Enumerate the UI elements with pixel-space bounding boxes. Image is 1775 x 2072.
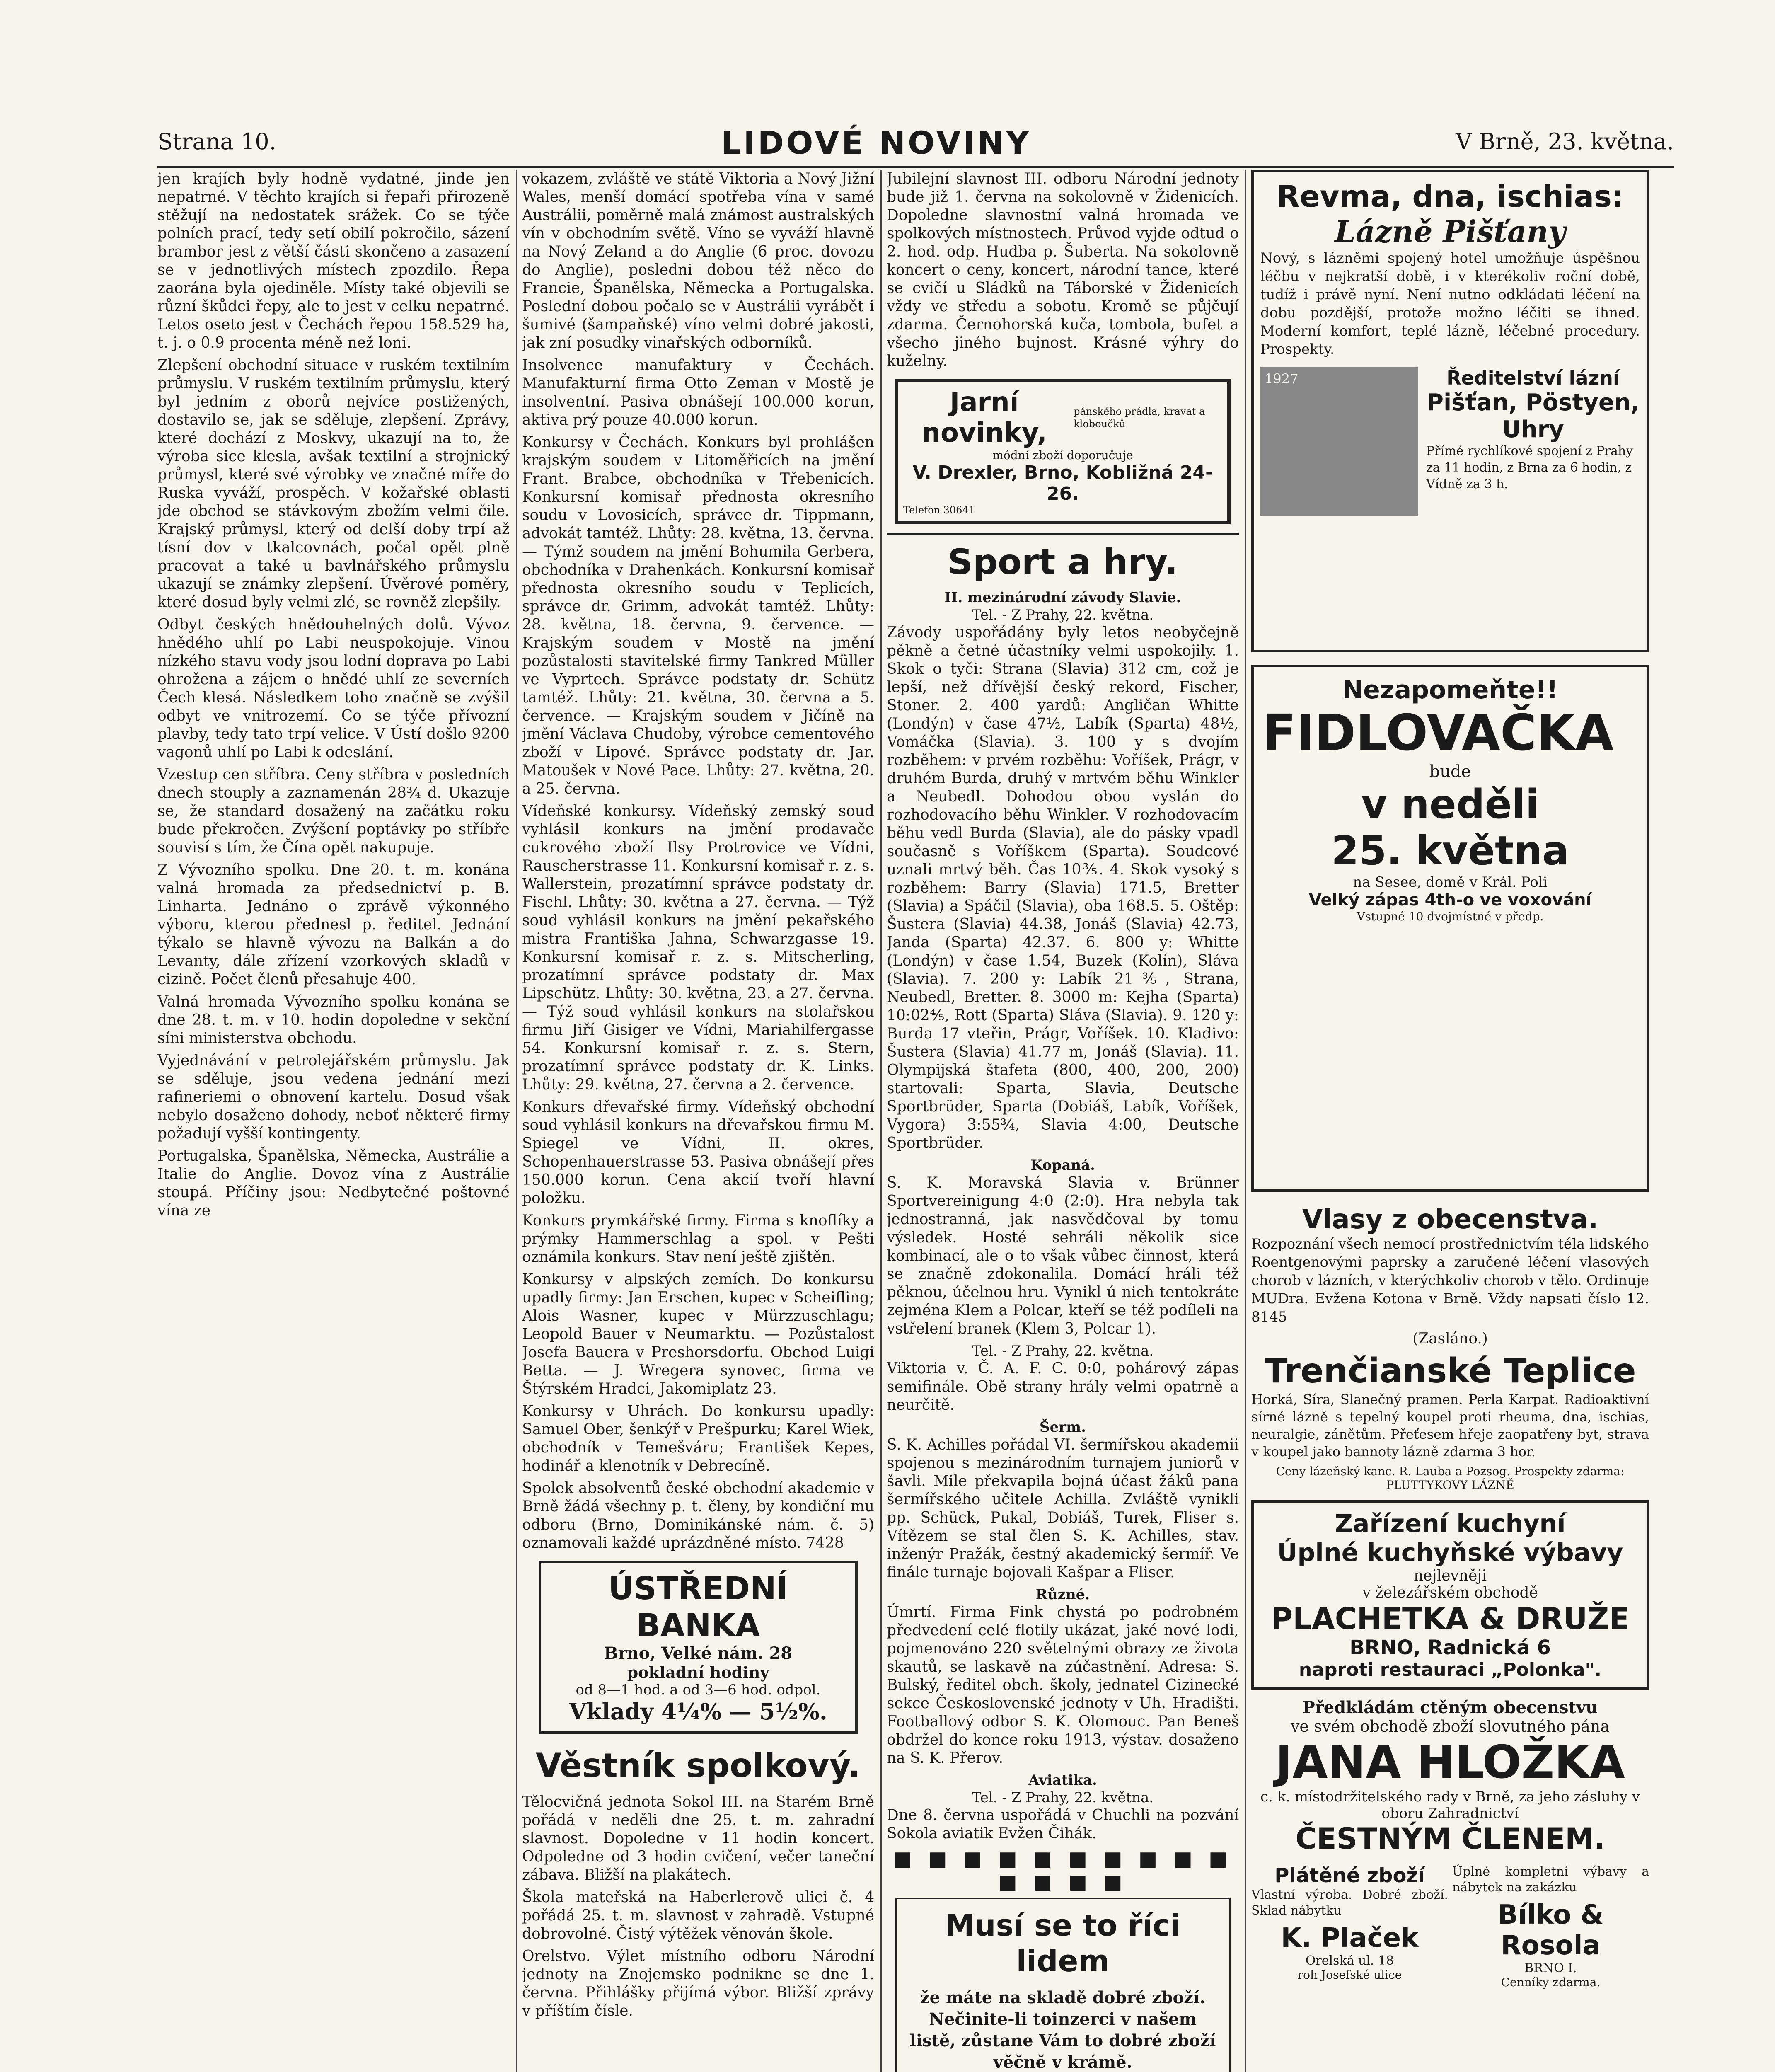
ad-contact: Ceny lázeňský kanc. R. Lauba a Pozsog. Prospekty zdarma: PLUTTYKOVY LÁZNĚ: [1276, 1464, 1625, 1492]
column-3: [887, 170, 1239, 2072]
ornament-row: ■ ■ ■ ■ ■ ■ ■ ■ ■ ■ ■ ■ ■ ■: [893, 1847, 1233, 1893]
ad-text: Nový, s lázněmi spojený hotel umožňuje úspěšnou léčbu v nejkratší době, i v kterékoliv roční době, tudíž i právě nyní. Není nutno odkládati léčení na dobu pozdější, protože možno léčiti se ihned. Moderní komfort, teplé lázně, léčebné procedury. Prospekty.: [1260, 250, 1640, 358]
ad-title: Trenčianské Teplice: [1264, 1351, 1636, 1391]
section-heading: Věstník spolkový.: [536, 1746, 861, 1785]
ad-title: Vlasy z obecenstva.: [1302, 1204, 1598, 1235]
ad-sub: nejlevněji: [1414, 1567, 1487, 1584]
platac-ad: [1251, 1864, 1448, 1989]
article-text: S. K. Moravská Slavia v. Brünner Sportvereinigung 4:0 (2:0). Hra nebyla tak jednostranná, jak nasvědčoval by tomu výsledek. Hosté sehráli několik sice kombinací, ale o to však vůbec činnost, která se značně zdokonalila. Domácí hráli též pěknou, účelnou hru. Vynikl ú nich tentokráte zejména Klem a Polcar, kteří se též podíleli na vstřelení branek (Klem 3, Polcar 1).: [887, 1174, 1239, 1337]
bilko-ad: [1452, 1864, 1649, 1989]
dateline: Tel. - Z Prahy, 22. května.: [972, 1789, 1154, 1806]
trencin-ad: [1251, 1351, 1649, 1492]
ad-address: BRNO, Radnická 6: [1349, 1636, 1551, 1659]
ad-sub: v železářském obchodě: [1362, 1584, 1538, 1601]
article-text: Konkurs dřevařské firmy. Vídeňský obchodní soud vyhlásil konkurs na dřevařskou firmu M. Spiegel ve Vídni, II. okres, Schopenhauerstrasse 53. Pasiva obnášejí přes 150.000 korun. Cena akcií tvoří hlavní položku.: [522, 1099, 874, 1207]
ad-name: K. Plaček: [1281, 1923, 1419, 1953]
ad-subtitle: pánského prádla, kravat a kloboučků: [1074, 406, 1205, 430]
article-text: Vzestup cen stříbra. Ceny stříbra v posledních dnech stouply a zaznamenán 28¾ d. Ukazuje se, že standard dosažený na začátku roku bude překročen. Zvýšení poptávky po stříbře souvisí s tím, že Čína opět nakupuje.: [157, 766, 510, 856]
ad-director: Ředitelství lázní: [1446, 367, 1620, 389]
article-text: S. K. Achilles pořádal VI. šermířskou akademii spojenou s mezinárodním turnajem juniorů v šavli. Mile překvapila bojná účast žáků pana šermířského učitele Achilla. Zvláště vynikli pp. Schück, Pukal, Dobiáš, Turek, Fliser s. Vítězem se stal člen S. K. Achilles, stav. inženýr Pražák, čestný akademický šermíř. Ve finále turnaje bojovali Kašpar a Fliser.: [887, 1436, 1239, 1581]
ad-note: naproti restauraci „Polonka".: [1299, 1659, 1602, 1680]
ad-title: Musí se to říci lidem: [945, 1908, 1181, 1978]
ad-year: 1927: [1265, 371, 1299, 387]
ad-subtitle: módní zboží doporučuje: [992, 448, 1133, 462]
ad-address: Brno, Velké nám. 28: [604, 1644, 793, 1663]
ad-note: Přímé rychlíkové spojení z Prahy za 11 hodin, z Brna za 6 hodin, z Vídně za 3 h.: [1426, 444, 1633, 491]
ad-text: Horká, Síra, Slanečný pramen. Perla Karpat. Radioaktivní sírné lázně s tepelný koupel proti rheuma, dna, ischias, neuralgie, zánětům. Přeťesem hřeje zaopatřeny byt, strava v koupel jako bannoty lázně zdarma 3 hor.: [1251, 1392, 1649, 1460]
ustredni-banka-ad: [539, 1561, 858, 1734]
article-text: Odbyt českých hnědouhelných dolů. Vývoz hnědého uhlí po Labi neuspokojuje. Vinou nízkého stavu vody jsou lodní doprava po Labi ohrožena a zájem o hnědé uhlí ze severních Čech klesá. Následkem toho značně se zvýšil odbyt ve vnitrozemí. Co se týče přívozní plavby, tedy tato trpí velice. V Ústí došlo 9200 vagonů uhlí po Labi k odeslání.: [157, 616, 510, 761]
article-text: Závody uspořádány byly letos neobyčejně pěkně a četné účastníky velmi uspokojily. 1. Skok o tyči: Strana (Slavia) 312 cm, což je lepší, než dřívější český rekord, Fischer, Stoner. 2. 400 yardů: Angličan Whitte (Londýn) v čase 47½, Labík (Sparta) 48½, Vomáčka (Slavia). 3. 100 y s dvojím rozběhem: v prvém rozběhu: Voříšek, Prágr, v druhém Burda, druhý v mrtvém běhu Winkler a Neubedl. Dohodou obou vyslán do rozhodovacího běhu Winkler. V rozhodovacím běhu vedl Burda (Slavia), ale do pásky vpadl současně s Voříškem (Sparta). Soudcové uznali mrtvý běh. Čas 10⅗. 4. Skok vysoký s rozběhem: Barry (Slavia) 171.5, Bretter (Slavia) a Spáčil (Slavia), oba 168.5. 5. Oštěp: Šustera (Slavia) 44.38, Jonáš (Slavia) 42.73, Janda (Sparta) 42.37. 6. 800 y: Whitte (Londýn) v čase 1.54, Buzek (Kolín), Sláva (Slavia). 7. 200 y: Labík 21⅗, Strana, Neubedl, Bretter. 8. 3000 m: Kejha (Sparta) 10:02⅘, Rott (Sparta) Sláva (Slavia). 9. 120 y: Burda 17 vteřin, Prágr, Voříšek. 10. Kladivo: Šustera (Slavia) 41.77 m, Jonáš (Slavia). 11. Olympijská štafeta (800, 400, 200, 200) startovali: Sparta, Slavia, Deutsche Sportbrüder, Sparta (Dobiáš, Labík, Voříšek, Vygora) 3:55¾, Slavia 4:00, Deutsche Sportbrüder.: [887, 624, 1239, 1152]
article-text: Dne 8. června uspořádá v Chuchli na pozvání Sokola aviatik Evžen Čihák.: [887, 1807, 1239, 1842]
ad-name: Pišťan, Pöstyen, Uhry: [1426, 389, 1640, 443]
fidlovacka-ad: [1251, 665, 1649, 1192]
ad-title: Úplné kuchyňské výbavy: [1277, 1538, 1623, 1567]
ad-firm: V. Drexler, Brno, Kobližná 24-26.: [912, 462, 1213, 504]
column-rule: [880, 170, 882, 2072]
article-text: Škola mateřská na Haberlerově ulici č. 4 pořádá 25. t. m. slavnost v zahradě. Vstupné dobrovolné. Čistý výtěžek věnován škole.: [522, 1889, 874, 1942]
column-4-ads: [1251, 170, 1649, 2072]
page-header: [157, 120, 1674, 168]
ad-place: na Sesee, domě v Král. Poli: [1353, 874, 1548, 891]
zaslano-label: (Zasláno.): [1412, 1330, 1488, 1347]
dateline: Tel. - Z Prahy, 22. května.: [972, 607, 1154, 623]
ad-sub: Cenníky zdarma.: [1501, 1975, 1601, 1989]
ad-text: Úplné kompletní výbavy a nábytek na zakázku: [1452, 1864, 1649, 1895]
subheading: II. mezinárodní závody Slavie.: [944, 589, 1181, 606]
article-text: Jubilejní slavnost III. odboru Národní jednoty bude již 1. června na sokolovně v Židenicích. Dopoledne slavnostní valná hromada ve spolkových místnostech. Průvod vyjde odtud o 2. hod. odp. Hudba p. Šuberta. Na sokolovně koncert o ceny, koncert, národní tance, které se cvičí u Sládků na Táborské v Židenicích vždy ve středu a sobotu. Kromě se půjčují zdarma. Černohorská kuča, tombola, bufet a všecho jiného bujnost. Krásné výhry do kuželny.: [887, 170, 1239, 370]
column-1: [157, 170, 510, 2072]
subheading: Různé.: [1035, 1586, 1090, 1603]
ad-top: Zařízení kuchyní: [1335, 1509, 1566, 1538]
article-text: Orelstvo. Výlet místního odboru Národní jednoty na Znojemsko podnikne se dne 1. června. Přihlášky přijímá výbor. Bližší zprávy v příštím čísle.: [522, 1948, 874, 2019]
column-rule: [516, 170, 517, 2072]
ad-title: FIDLOVAČKA: [1262, 704, 1614, 762]
ad-text: c. k. místodržitelského rady v Brně, za jeho zásluhy v oboru Zahradnictví: [1260, 1789, 1640, 1822]
spa-building-image: [1260, 367, 1418, 516]
ad-address: Orelská ul. 18: [1305, 1953, 1394, 1968]
ad-phone: Telefon 30641: [903, 504, 975, 516]
page-number: Strana 10.: [157, 128, 276, 155]
article-text: Vídeňské konkursy. Vídeňský zemský soud vyhlásil konkurs na jmění prodavače cukrového zboží Ilsy Protrovice ve Vídni, Rauscherstrasse 11. Konkursní komisař r. z. s. Wallerstein, prozatímní správce podstaty dr. Fischl. Lhůty: 30. května a 27. června. — Týž soud vyhlásil konkurs na jmění pekařského mistra Františka Jahna, Schwarzgasse 19. Konkursní komisař r. z. s. Mitscherling, prozatímní správce podstaty dr. Max Lipschütz. Lhůty: 30. května, 23. a 27. června. — Týž soud vyhlásil konkurs na stolařskou firmu Jiří Gisiger ve Vídni, Mariahilfergasse 54. Konkursní komisař r. z. s. Stern, prozatímní správce podstaty dr. K. Links. Lhůty: 29. května, 27. června a 2. července.: [522, 803, 874, 1093]
place-date: V Brně, 23. května.: [1456, 128, 1674, 155]
subheading: Aviatika.: [1028, 1772, 1097, 1789]
ad-hours-label: pokladní hodiny: [627, 1663, 769, 1682]
ad-text: Vlastní výroba. Dobré zboží. Sklad nábytku: [1251, 1888, 1448, 1918]
ad-title: Jarní novinky,: [921, 387, 1047, 448]
article-text: Konkursy v alpských zemích. Do konkursu upadly firmy: Jan Erschen, kupec v Scheifling; Alois Wasner, kupec v Mürzzuschlagu; Leopold Bauer v Neumarktu. — Pozůstalost Josefa Bauera v Preshorsdorfu. Obchod Luigi Betta. — J. Wregera synovec, firma ve Štýrském Hradci, Jakomiplatz 23.: [522, 1271, 874, 1397]
divider: [887, 533, 1239, 535]
jarni-novinky-ad: [895, 379, 1231, 524]
article-text: Úmrtí. Firma Fink chystá po podrobném předvedení celé flotily ukázat, jaké nové lodi, pojmenováno 220 světelnými obrazy ze života skautů, se laskavě na zúčastnění. Adresa: S. Bulský, ředitel obch. školy, jednatel Cizinecké sekce Československé jednoty v Uh. Hradišti. Footballový odbor S. K. Olomouc. Pan Beneš obdržel do konce roku 1913, výstav. dosaženo na S. K. Přerov.: [887, 1604, 1239, 1767]
ad-text: Rozpoznání všech nemocí prostřednictvím téla lidského Roentgenovými paprsky a zaručené léčení vlasových chorob v lázních, v kterýchkoliv chorob v tělo. Ordinuje MUDra. Evžena Kotona v Brně. Vždy napsati číslo 12. 8145: [1251, 1236, 1649, 1325]
hlozka-ad: [1251, 1698, 1649, 1856]
ad-text: bude: [1429, 762, 1471, 781]
subheading: Šerm.: [1040, 1419, 1086, 1435]
ad-small: Vstupné 10 dvojmístné v předp.: [1357, 910, 1544, 923]
subheading: Kopaná.: [1030, 1157, 1095, 1174]
article-text: Vyjednávání v petrolejářském průmyslu. Jak se sděluje, jsou vedena jednání mezi rafineriemi o obnovení kartelu. Dosud však nebylo dosaženo dohody, neboť některé firmy požadují vyšší kontingenty.: [157, 1052, 510, 1142]
ad-sub: roh Josefské ulice: [1297, 1968, 1402, 1982]
vlasy-ad: [1251, 1204, 1649, 1326]
ad-hours: od 8—1 hod. a od 3—6 hod. odpol.: [576, 1682, 821, 1698]
article-text: Konkursy v Čechách. Konkurs byl prohlášen krajským soudem v Litoměřicích na jmění Frant. Brabce, obchodníka v Třebenicích. Konkursní komisař přednosta okresního soudu v Lovosicích, správce dr. Tippmann, advokát tamtéž. Lhůty: 28. května, 13. června. — Týmž soudem na jmění Bohumila Gerbera, obchodníka v Drahenkách. Konkursní komisař přednosta okresního soudu v Teplicích, správce dr. Grimm, advokát tamtéž. Lhůty: 28. května, 18. června, 9. července. — Krajským soudem v Mostě na jmění pozůstalosti stavitelské firmy Tankred Müller ve Vyprtech. Správce podstaty dr. Schütz tamtéž. Lhůty: 21. května, 30. června a 5. července. — Krajským soudem v Jičíně na jmění Václava Chudoby, výrobce cementového zboží v Lipové. Správce podstaty dr. Jar. Matoušek v Nové Pace. Lhůty: 27. května, 20. a 25. června.: [522, 434, 874, 797]
ad-text: že máte na skladě dobré zboží. Nečinite-li toinzerci v našem listě, zůstane Vám to dobré zboží věčně v krámě.: [909, 1988, 1216, 2072]
article-text: Valná hromada Vývozního spolku konána se dne 28. t. m. v 10. hodin dopoledne v sekční síni ministerstva obchodu.: [157, 993, 510, 1047]
ad-firm: PLACHETKA & DRUŽE: [1271, 1601, 1630, 1636]
ad-top: Nezapomeňte!!: [1342, 675, 1558, 704]
article-text: Insolvence manufaktury v Čechách. Manufakturní firma Otto Zeman v Mostě je insolventní. Pasiva obnášejí 100.000 korun, aktiva prý pouze 40.000 korun.: [522, 357, 874, 428]
ad-subtitle: Lázně Pišťany: [1335, 214, 1566, 249]
bottom-ads: [1251, 1864, 1649, 1989]
article-text: vokazem, zvláště ve státě Viktoria a Nový Jižní Wales, menší domácí spotřeba vína v samé Austrálii, poměrně malá známost australských vín v obchodním světě. Víno se vyváží hlavně na Nový Zeland a do Anglie (6 proc. dovozu do Anglie), posledni dobou též něco do Francie, Španělska, Německa a Portugalska. Poslední dobou počalo se v Austrálii vyrábět i šumivé (šampaňské) víno velmi dobré jakosti, jak zní posudky vinařských odborníků.: [522, 170, 874, 351]
ad-name: JANA HLOŽKA: [1275, 1736, 1625, 1789]
article-text: Z Vývozního spolku. Dne 20. t. m. konána valná hromada za předsednictví p. B. Linharta. Jednáno o zprávě výkonného výboru, kterou přednesl p. ředitel. Jednání týkalo se hlavně vývozu na Balkán a do Levanty, dále zřízení vzorkových skladů v cizině. Počet členů přesahuje 400.: [157, 862, 510, 988]
ad-top: Předkládám ctěným obecenstvu: [1302, 1698, 1598, 1717]
article-text: Tělocvičná jednota Sokol III. na Starém Brně pořádá v neděli dne 25. t. m. zahradní slavnost. Dopoledne v 11 hodin koncert. Odpoledne od 3 hodin cvičení, večer taneční zábava. Bližší na plakátech.: [522, 1794, 874, 1883]
ad-title: Revma, dna, ischias:: [1277, 179, 1624, 214]
ad-sub: ve svém obchodě zboží slovutného pána: [1290, 1717, 1610, 1736]
dateline: Tel. - Z Prahy, 22. května.: [972, 1343, 1154, 1359]
article-text: Konkurs prymkářské firmy. Firma s knoflíky a prýmky Hammerschlag a spol. v Pešti oznámila konkurs. Stav není ještě zjištěn.: [522, 1212, 874, 1266]
ad-date: 25. května: [1331, 828, 1569, 874]
article-text: jen krajích byly hodně vydatné, jinde jen nepatrné. V těchto krajích si řepaři přirozeně stěžují na nedostatek srážek. Co se týče polních prací, tedy setí obilí pokročilo, sázení brambor jest z větší části skončeno a zasazení se v jednotlivých místech zpozdilo. Řepa zaorána byla ojediněle. Místy také objevili se různí škůdci řepy, ale to jest v celku nepatrné. Letos oseto jest v Čechách řepou 158.529 ha, t. j. o 0.9 procenta méně než loni.: [157, 170, 510, 351]
ad-title: ÚSTŘEDNÍ BANKA: [608, 1570, 788, 1644]
section-heading: Sport a hry.: [948, 542, 1178, 582]
column-rule: [1245, 170, 1246, 2072]
article-text: Konkursy v Uhrách. Do konkursu upadly: Samuel Ober, šenkýř v Prešpurku; Karel Wiek, obchodník v Temešváru; František Kepes, hodinář a klenotník v Debrecíně.: [522, 1403, 874, 1474]
article-text: Viktoria v. Č. A. F. C. 0:0, pohárový zápas semifinále. Obě strany hrály velmi opatrně a neurčitě.: [887, 1360, 1239, 1414]
ad-title: Plátěné zboží: [1274, 1864, 1425, 1887]
article-text: Spolek absolventů české obchodní akademie v Brně žádá všechny p. t. členy, by kondiční mu odboru (Brno, Dominikánské nám. č. 5) oznamovali každé uprázdněné místo. 7428: [522, 1480, 874, 1552]
ad-name: Bílko & Rosola: [1497, 1900, 1604, 1961]
ad-address: BRNO I.: [1524, 1961, 1577, 1975]
article-text: Zlepšení obchodní situace v ruském textilním průmyslu. V ruském textilním průmyslu, který byl jedním z oborů nejvíce postižených, dostavilo se, jak se sděluje, zlepšení. Zprávy, které dochází z Moskvy, ukazují na to, že výroba sice klesla, avšak textilní a strojnický průmysl, které své výrobky ve značné míře do Ruska vyváží, prospěch. V kožařské oblasti jde obchod se stávkovým zbožím velmi čile. Krajský průmysl, který od delší doby trpí až tísní dov v tkalcovnách, počal opět plně pracovat a také u bavlnářského průmyslu ukazují se známky zlepšení. Úvěrové poměry, které dosud byly velmi zlé, se rovněž zlepšily.: [157, 357, 510, 611]
ad-day: v neděli: [1361, 781, 1539, 828]
ad-event: Velký zápas 4th-o ve voxování: [1308, 891, 1592, 910]
musi-se-ad: [895, 1898, 1231, 2072]
masthead: LIDOVÉ NOVINY: [721, 124, 1032, 161]
article-text: Portugalska, Španělska, Německa, Austrálie a Italie do Anglie. Dovoz vína z Austrálie stoupá. Příčiny jsou: Nedbytečné poštovné vína ze: [157, 1147, 510, 1219]
piestany-ad: [1251, 170, 1649, 652]
column-2: [522, 170, 874, 2072]
ad-bottom: ČESTNÝM ČLENEM.: [1295, 1822, 1605, 1856]
ad-rates: Vklady 4¼% — 5½%.: [569, 1698, 827, 1725]
kuchyne-ad: [1251, 1500, 1649, 1690]
